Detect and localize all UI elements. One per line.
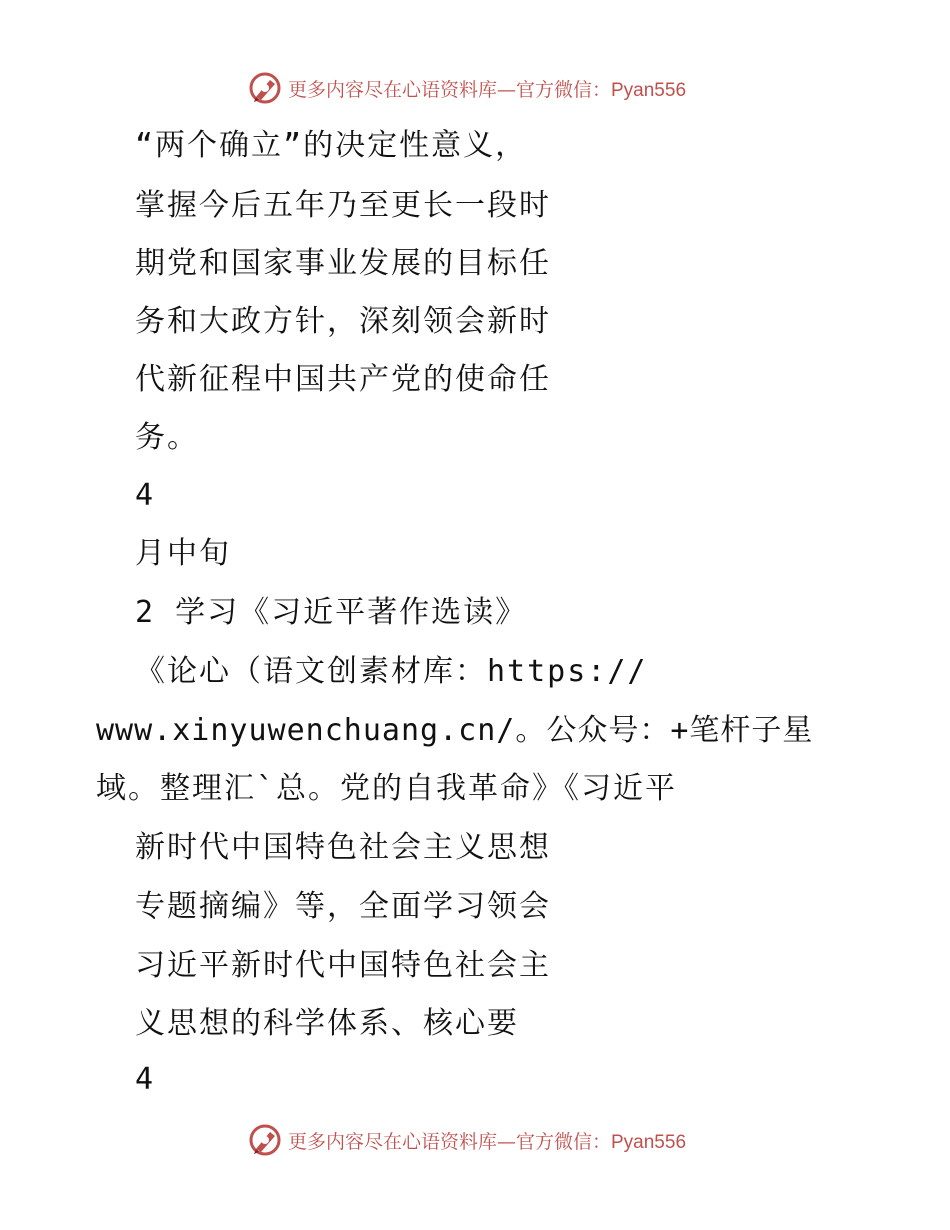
text-line: 月中旬	[135, 536, 231, 571]
text-line: 《论心（语文创素材库：https://	[135, 654, 648, 689]
text-line: 专题摘编》等，全面学习领会	[135, 889, 551, 924]
watermark-handle: Pyan556	[611, 1131, 687, 1153]
text-line: 务。	[135, 420, 199, 455]
text-line: 期党和国家事业发展的目标任	[135, 246, 551, 281]
watermark-text: 更多内容尽在心语资料库—官方微信：Pyan556	[287, 78, 687, 101]
text-line: 域。整理汇`总。党的自我革命》《习近平	[96, 771, 678, 806]
text-line: www.xinyuwenchuang.cn/。公众号：+笔杆子星	[96, 713, 814, 748]
text-line: 习近平新时代中国特色社会主	[135, 948, 551, 983]
pen-logo-icon	[248, 71, 282, 105]
text-line: 4	[135, 478, 156, 513]
text-line: 务和大政方针，深刻领会新时	[135, 304, 551, 339]
footer-watermark	[0, 1120, 950, 1160]
text-line: 掌握今后五年乃至更长一段时	[135, 188, 551, 223]
text-line: 2 学习《习近平著作选读》	[135, 595, 528, 630]
watermark-text: 更多内容尽在心语资料库—官方微信：Pyan556	[287, 1130, 687, 1153]
text-line: 义思想的科学体系、核心要	[135, 1006, 519, 1041]
header-watermark	[0, 68, 950, 108]
watermark-handle: Pyan556	[611, 79, 687, 101]
watermark-group	[248, 71, 686, 105]
text-line: “两个确立”的决定性意义，	[135, 128, 528, 163]
text-line: 4	[135, 1062, 156, 1097]
text-line: 新时代中国特色社会主义思想	[135, 830, 551, 865]
watermark-group	[248, 1123, 686, 1157]
pen-logo-icon	[248, 1123, 282, 1157]
text-line: 代新征程中国共产党的使命任	[135, 362, 551, 397]
